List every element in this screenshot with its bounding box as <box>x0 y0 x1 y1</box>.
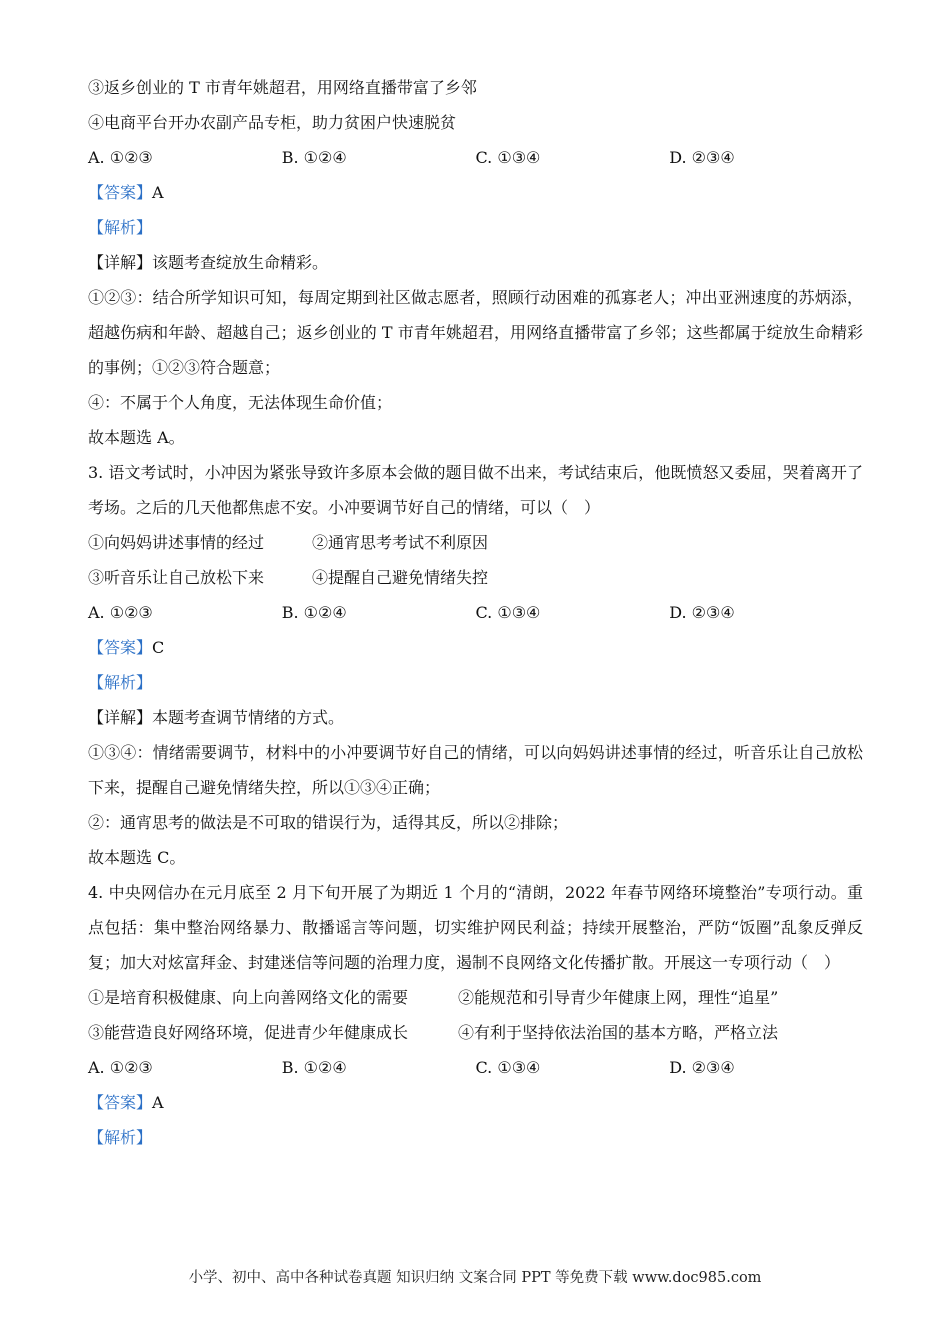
q2-options <box>88 140 863 175</box>
q2-answer <box>88 175 863 210</box>
q3-detail-2: ②：通宵思考的做法是不可取的错误行为，适得其反，所以②排除； <box>88 813 569 832</box>
detail-text: 本题考查调节情绪的方式。 <box>152 708 345 727</box>
q3-items-row-2 <box>88 560 863 595</box>
q3-items-row-1 <box>88 525 863 560</box>
q2-item-3: ③返乡创业的 T 市青年姚超君，用网络直播带富了乡邻 <box>88 78 477 97</box>
q3-item-4: ④提醒自己避免情绪失控 <box>312 568 489 587</box>
q2-detail-intro <box>88 245 863 280</box>
q4-item-2: ②能规范和引导青少年健康上网，理性“追星” <box>458 988 779 1007</box>
q4-option-a: A. ①②③ <box>88 1058 153 1077</box>
q4-items-row-1 <box>88 980 863 1015</box>
q3-option-d: D. ②③④ <box>669 603 735 622</box>
q3-detail-paragraph: ①③④：情绪需要调节，材料中的小冲要调节好自己的情绪，可以向妈妈讲述事情的经过，听音乐让自己放松下来，提醒自己避免情绪失控，所以①③④正确； <box>88 743 863 797</box>
q2-item-4: ④电商平台开办农副产品专柜，助力贫困户快速脱贫 <box>88 113 457 132</box>
q3-options <box>88 595 863 630</box>
answer-tag: 【答案】 <box>88 1093 153 1112</box>
q2-conclusion: 故本题选 A。 <box>88 428 185 447</box>
q3-item-3: ③听音乐让自己放松下来 <box>88 568 265 587</box>
answer-value: A <box>152 183 164 202</box>
q4-item-1: ①是培育积极健康、向上向善网络文化的需要 <box>88 988 409 1007</box>
q2-detail-4: ④：不属于个人角度，无法体现生命价值； <box>88 393 393 412</box>
q3-conclusion: 故本题选 C。 <box>88 848 186 867</box>
detail-tag: 【详解】 <box>88 708 153 727</box>
analysis-tag: 【解析】 <box>88 673 153 692</box>
q3-detail-intro <box>88 700 863 735</box>
page-footer: 小学、初中、高中各种试卷真题 知识归纳 文案合同 PPT 等免费下载 www.doc985.com <box>188 1270 762 1286</box>
q2-option-c: C. ①③④ <box>475 148 541 167</box>
q4-option-d: D. ②③④ <box>669 1058 735 1077</box>
answer-value: C <box>152 638 165 657</box>
detail-tag: 【详解】 <box>88 253 153 272</box>
q4-item-4: ④有利于坚持依法治国的基本方略，严格立法 <box>458 1023 779 1042</box>
q3-item-2: ②通宵思考考试不利原因 <box>312 533 489 552</box>
q4-item-3: ③能营造良好网络环境，促进青少年健康成长 <box>88 1023 409 1042</box>
q3-stem: 3. 语文考试时，小冲因为紧张导致许多原本会做的题目做不出来，考试结束后，他既愤怒又委屈，哭着离开了考场。之后的几天他都焦虑不安。小冲要调节好自己的情绪，可以（ ） <box>88 463 863 517</box>
q3-option-b: B. ①②④ <box>281 603 347 622</box>
q3-option-a: A. ①②③ <box>88 603 153 622</box>
q4-options <box>88 1050 863 1085</box>
q2-option-d: D. ②③④ <box>669 148 735 167</box>
q4-stem: 4. 中央网信办在元月底至 2 月下旬开展了为期近 1 个月的“清朗，2022 年春节网络环境整治”专项行动。重点包括：集中整治网络暴力、散播谣言等问题，切实维护网民利益；持续开展整治，严防“饭圈”乱象反弹反复；加大对炫富拜金、封建迷信等问题的治理力度，遏制不良网络文化传播扩散。开展这一专项行动（ ） <box>88 883 863 972</box>
q4-option-c: C. ①③④ <box>475 1058 541 1077</box>
analysis-tag: 【解析】 <box>88 1128 153 1147</box>
answer-tag: 【答案】 <box>88 183 153 202</box>
q4-answer <box>88 1085 863 1120</box>
q2-analysis-heading <box>88 210 863 245</box>
answer-value: A <box>152 1093 164 1112</box>
q2-option-b: B. ①②④ <box>281 148 347 167</box>
detail-text: 该题考查绽放生命精彩。 <box>152 253 329 272</box>
analysis-tag: 【解析】 <box>88 218 153 237</box>
q4-analysis-heading <box>88 1120 863 1155</box>
q2-option-a: A. ①②③ <box>88 148 153 167</box>
q3-item-1: ①向妈妈讲述事情的经过 <box>88 533 265 552</box>
q3-analysis-heading <box>88 665 863 700</box>
q4-option-b: B. ①②④ <box>281 1058 347 1077</box>
answer-tag: 【答案】 <box>88 638 153 657</box>
q3-answer <box>88 630 863 665</box>
q3-option-c: C. ①③④ <box>475 603 541 622</box>
document-page <box>88 70 863 1155</box>
q4-items-row-2 <box>88 1015 863 1050</box>
q2-detail-paragraph: ①②③：结合所学知识可知，每周定期到社区做志愿者，照顾行动困难的孤寡老人；冲出亚洲速度的苏炳添，超越伤病和年龄、超越自己；返乡创业的 T 市青年姚超君，用网络直播带富了乡邻；这些都属于绽放生命精彩的事例；①②③符合题意； <box>88 288 863 377</box>
